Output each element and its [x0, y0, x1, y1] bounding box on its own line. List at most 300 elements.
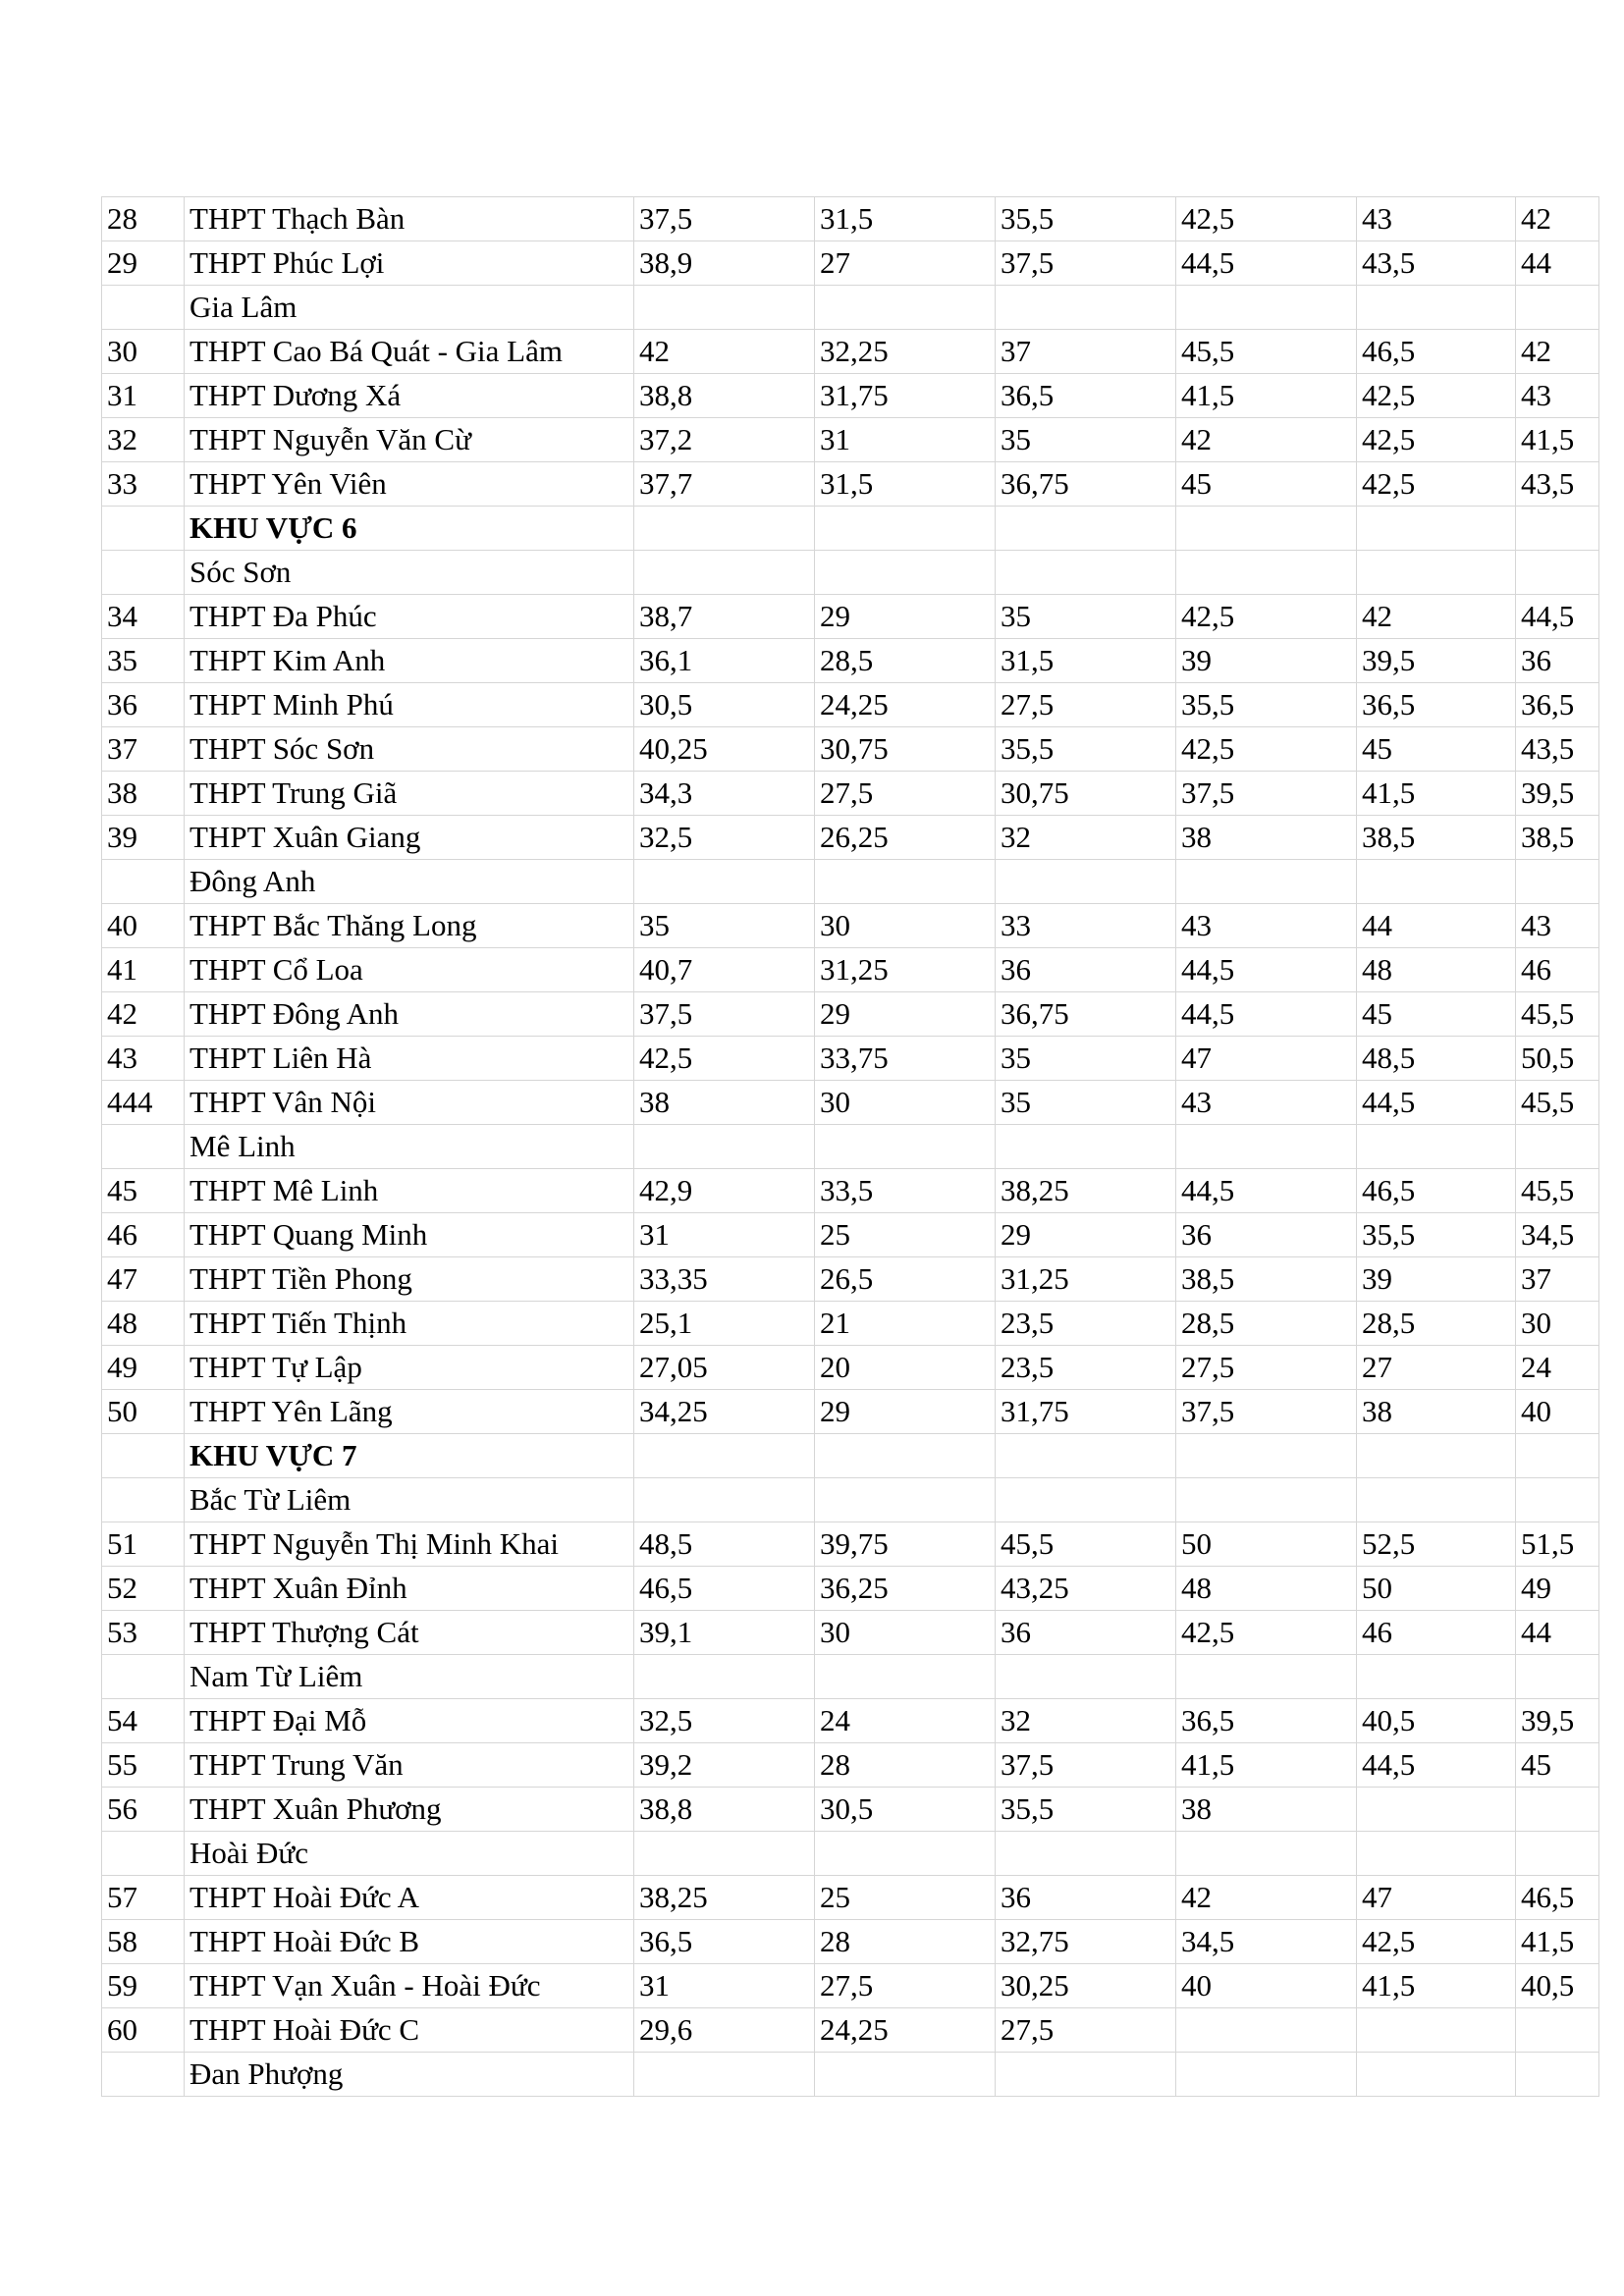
school-name-cell: THPT Hoài Đức A: [185, 1876, 634, 1920]
table-row: [102, 1876, 1599, 1920]
row-number-cell: 59: [102, 1964, 185, 2008]
score-cell-1: 30,5: [634, 683, 815, 727]
row-number-cell: 30: [102, 330, 185, 374]
score-cell-1: [634, 1655, 815, 1699]
row-number-cell: [102, 551, 185, 595]
score-cell-5: [1357, 2053, 1516, 2097]
school-name-cell: THPT Vạn Xuân - Hoài Đức: [185, 1964, 634, 2008]
table-row: [102, 1213, 1599, 1257]
score-cell-3: 35,5: [996, 1788, 1176, 1832]
score-cell-5: [1357, 286, 1516, 330]
score-cell-1: 34,25: [634, 1390, 815, 1434]
score-cell-4: 50: [1176, 1522, 1357, 1567]
score-cell-1: 36,5: [634, 1920, 815, 1964]
score-cell-1: 36,1: [634, 639, 815, 683]
score-cell-4: [1176, 2008, 1357, 2053]
score-cell-1: 38,8: [634, 374, 815, 418]
row-number-cell: [102, 286, 185, 330]
score-cell-5: [1357, 1788, 1516, 1832]
score-cell-1: [634, 507, 815, 551]
school-name-cell: THPT Cổ Loa: [185, 948, 634, 992]
table-row: [102, 2008, 1599, 2053]
score-cell-5: 44,5: [1357, 1081, 1516, 1125]
score-cell-5: 52,5: [1357, 1522, 1516, 1567]
score-cell-5: 41,5: [1357, 1964, 1516, 2008]
school-name-cell: THPT Thượng Cát: [185, 1611, 634, 1655]
score-cell-2: 33,5: [815, 1169, 996, 1213]
row-number-cell: 60: [102, 2008, 185, 2053]
score-cell-6: 45,5: [1516, 992, 1599, 1037]
score-cell-1: 31: [634, 1964, 815, 2008]
school-name-cell: THPT Vân Nội: [185, 1081, 634, 1125]
score-cell-6: [1516, 2008, 1599, 2053]
row-number-cell: 57: [102, 1876, 185, 1920]
score-cell-4: 37,5: [1176, 1390, 1357, 1434]
score-cell-1: 38,25: [634, 1876, 815, 1920]
table-row: [102, 595, 1599, 639]
table-row: [102, 1920, 1599, 1964]
score-cell-2: [815, 551, 996, 595]
score-cell-4: 42,5: [1176, 727, 1357, 772]
row-number-cell: 28: [102, 197, 185, 241]
row-number-cell: 32: [102, 418, 185, 462]
score-cell-3: 35,5: [996, 197, 1176, 241]
score-cell-2: 28: [815, 1743, 996, 1788]
score-cell-3: [996, 1125, 1176, 1169]
table-row: [102, 1522, 1599, 1567]
score-cell-2: [815, 1832, 996, 1876]
row-number-cell: 444: [102, 1081, 185, 1125]
score-cell-4: 38: [1176, 816, 1357, 860]
score-cell-5: 45: [1357, 727, 1516, 772]
school-name-cell: THPT Trung Văn: [185, 1743, 634, 1788]
score-cell-6: 40: [1516, 1390, 1599, 1434]
section-header-row: [102, 507, 1599, 551]
school-name-cell: THPT Trung Giã: [185, 772, 634, 816]
score-cell-4: 45: [1176, 462, 1357, 507]
row-number-cell: [102, 860, 185, 904]
row-number-cell: 54: [102, 1699, 185, 1743]
score-cell-3: 36,75: [996, 992, 1176, 1037]
row-number-cell: 33: [102, 462, 185, 507]
score-cell-5: [1357, 1125, 1516, 1169]
table-row: [102, 683, 1599, 727]
section-header-row: [102, 1434, 1599, 1478]
score-cell-5: [1357, 1434, 1516, 1478]
score-cell-2: 27: [815, 241, 996, 286]
score-cell-1: [634, 551, 815, 595]
score-cell-6: 46: [1516, 948, 1599, 992]
score-cell-3: [996, 507, 1176, 551]
score-table: [101, 196, 1599, 2097]
score-cell-1: 38,7: [634, 595, 815, 639]
school-name-cell: THPT Tiến Thịnh: [185, 1302, 634, 1346]
score-cell-1: 42,5: [634, 1037, 815, 1081]
row-number-cell: 37: [102, 727, 185, 772]
score-cell-1: 42,9: [634, 1169, 815, 1213]
table-row: [102, 1567, 1599, 1611]
score-cell-6: [1516, 1434, 1599, 1478]
score-cell-4: 44,5: [1176, 948, 1357, 992]
table-row: [102, 1081, 1599, 1125]
score-cell-6: 41,5: [1516, 1920, 1599, 1964]
school-name-cell: THPT Sóc Sơn: [185, 727, 634, 772]
score-cell-6: 39,5: [1516, 772, 1599, 816]
score-cell-6: 24: [1516, 1346, 1599, 1390]
row-number-cell: [102, 507, 185, 551]
score-cell-4: 42,5: [1176, 595, 1357, 639]
score-cell-2: 30,75: [815, 727, 996, 772]
score-cell-1: 37,5: [634, 197, 815, 241]
row-number-cell: 40: [102, 904, 185, 948]
score-cell-1: 34,3: [634, 772, 815, 816]
score-cell-1: 29,6: [634, 2008, 815, 2053]
school-name-cell: THPT Minh Phú: [185, 683, 634, 727]
score-cell-3: 23,5: [996, 1346, 1176, 1390]
table-row: [102, 1699, 1599, 1743]
score-cell-1: 37,7: [634, 462, 815, 507]
score-cell-5: [1357, 1655, 1516, 1699]
score-cell-1: 33,35: [634, 1257, 815, 1302]
row-number-cell: [102, 1832, 185, 1876]
score-cell-4: 36,5: [1176, 1699, 1357, 1743]
row-number-cell: 50: [102, 1390, 185, 1434]
table-row: [102, 197, 1599, 241]
score-cell-4: 44,5: [1176, 992, 1357, 1037]
score-cell-6: 43: [1516, 904, 1599, 948]
score-cell-2: 25: [815, 1213, 996, 1257]
score-cell-3: 31,5: [996, 639, 1176, 683]
score-cell-1: 32,5: [634, 816, 815, 860]
school-name-cell: THPT Đa Phúc: [185, 595, 634, 639]
score-cell-1: [634, 1478, 815, 1522]
row-number-cell: 35: [102, 639, 185, 683]
row-number-cell: 48: [102, 1302, 185, 1346]
score-cell-5: [1357, 1478, 1516, 1522]
score-cell-2: 30: [815, 904, 996, 948]
score-cell-3: 35: [996, 418, 1176, 462]
score-cell-5: 42,5: [1357, 462, 1516, 507]
school-name-cell: THPT Kim Anh: [185, 639, 634, 683]
score-cell-4: 36: [1176, 1213, 1357, 1257]
school-name-cell: THPT Đại Mỗ: [185, 1699, 634, 1743]
score-cell-5: 38: [1357, 1390, 1516, 1434]
table-row: [102, 1346, 1599, 1390]
table-row: [102, 1788, 1599, 1832]
table-row: [102, 418, 1599, 462]
score-cell-3: 23,5: [996, 1302, 1176, 1346]
school-name-cell: THPT Xuân Đỉnh: [185, 1567, 634, 1611]
school-name-cell: THPT Cao Bá Quát - Gia Lâm: [185, 330, 634, 374]
score-cell-5: 48: [1357, 948, 1516, 992]
score-cell-2: 27,5: [815, 772, 996, 816]
score-cell-6: 45,5: [1516, 1081, 1599, 1125]
school-name-cell: THPT Nguyễn Thị Minh Khai: [185, 1522, 634, 1567]
score-cell-4: 47: [1176, 1037, 1357, 1081]
table-row: [102, 1743, 1599, 1788]
score-cell-1: 40,25: [634, 727, 815, 772]
score-cell-2: 30: [815, 1081, 996, 1125]
row-number-cell: 41: [102, 948, 185, 992]
score-cell-2: 27,5: [815, 1964, 996, 2008]
score-cell-2: 31,5: [815, 197, 996, 241]
score-cell-5: 44,5: [1357, 1743, 1516, 1788]
score-cell-5: [1357, 860, 1516, 904]
score-cell-2: [815, 507, 996, 551]
score-cell-1: 40,7: [634, 948, 815, 992]
school-name-cell: THPT Tiền Phong: [185, 1257, 634, 1302]
score-cell-1: 39,1: [634, 1611, 815, 1655]
score-cell-5: 45: [1357, 992, 1516, 1037]
school-name-cell: THPT Đông Anh: [185, 992, 634, 1037]
score-cell-5: 43: [1357, 197, 1516, 241]
score-cell-6: 39,5: [1516, 1699, 1599, 1743]
score-cell-5: [1357, 551, 1516, 595]
school-name-cell: THPT Thạch Bàn: [185, 197, 634, 241]
score-cell-4: 44,5: [1176, 1169, 1357, 1213]
school-name-cell: THPT Phúc Lợi: [185, 241, 634, 286]
score-cell-1: 37,2: [634, 418, 815, 462]
score-cell-6: 37: [1516, 1257, 1599, 1302]
score-cell-2: 29: [815, 595, 996, 639]
score-cell-6: 51,5: [1516, 1522, 1599, 1567]
score-cell-3: 29: [996, 1213, 1176, 1257]
district-name-cell: Mê Linh: [185, 1125, 634, 1169]
score-cell-1: 37,5: [634, 992, 815, 1037]
score-cell-5: 39: [1357, 1257, 1516, 1302]
score-cell-1: 46,5: [634, 1567, 815, 1611]
district-header-row: [102, 2053, 1599, 2097]
score-cell-3: 37,5: [996, 1743, 1176, 1788]
district-header-row: [102, 286, 1599, 330]
school-name-cell: THPT Hoài Đức B: [185, 1920, 634, 1964]
score-cell-6: 30: [1516, 1302, 1599, 1346]
district-header-row: [102, 1125, 1599, 1169]
row-number-cell: 55: [102, 1743, 185, 1788]
score-cell-4: 27,5: [1176, 1346, 1357, 1390]
score-cell-1: [634, 1125, 815, 1169]
score-cell-3: 32: [996, 816, 1176, 860]
score-cell-2: 31,25: [815, 948, 996, 992]
score-cell-4: 40: [1176, 1964, 1357, 2008]
table-row: [102, 904, 1599, 948]
score-cell-4: 43: [1176, 904, 1357, 948]
row-number-cell: [102, 1125, 185, 1169]
score-cell-2: 33,75: [815, 1037, 996, 1081]
score-cell-1: 31: [634, 1213, 815, 1257]
score-cell-5: [1357, 2008, 1516, 2053]
score-cell-4: 38: [1176, 1788, 1357, 1832]
score-cell-4: 39: [1176, 639, 1357, 683]
table-row: [102, 816, 1599, 860]
table-row: [102, 772, 1599, 816]
score-cell-3: 31,25: [996, 1257, 1176, 1302]
score-cell-2: 39,75: [815, 1522, 996, 1567]
school-name-cell: THPT Xuân Phương: [185, 1788, 634, 1832]
district-header-row: [102, 551, 1599, 595]
school-name-cell: THPT Dương Xá: [185, 374, 634, 418]
score-cell-5: 43,5: [1357, 241, 1516, 286]
score-cell-3: 35,5: [996, 727, 1176, 772]
score-cell-6: 50,5: [1516, 1037, 1599, 1081]
table-row: [102, 1169, 1599, 1213]
score-cell-1: [634, 860, 815, 904]
score-cell-2: 32,25: [815, 330, 996, 374]
score-cell-4: [1176, 860, 1357, 904]
score-cell-3: 36: [996, 948, 1176, 992]
score-cell-5: 48,5: [1357, 1037, 1516, 1081]
row-number-cell: [102, 1478, 185, 1522]
score-cell-2: 36,25: [815, 1567, 996, 1611]
score-cell-6: [1516, 507, 1599, 551]
score-cell-4: [1176, 1434, 1357, 1478]
score-cell-1: 42: [634, 330, 815, 374]
district-name-cell: Hoài Đức: [185, 1832, 634, 1876]
score-cell-6: 43: [1516, 374, 1599, 418]
score-cell-5: [1357, 507, 1516, 551]
score-cell-2: [815, 1478, 996, 1522]
row-number-cell: 51: [102, 1522, 185, 1567]
score-cell-6: [1516, 1655, 1599, 1699]
district-name-cell: Đan Phượng: [185, 2053, 634, 2097]
score-cell-3: [996, 1434, 1176, 1478]
score-cell-2: 25: [815, 1876, 996, 1920]
score-cell-5: 46,5: [1357, 1169, 1516, 1213]
school-name-cell: THPT Mê Linh: [185, 1169, 634, 1213]
score-cell-3: 38,25: [996, 1169, 1176, 1213]
row-number-cell: 58: [102, 1920, 185, 1964]
school-name-cell: THPT Liên Hà: [185, 1037, 634, 1081]
row-number-cell: 38: [102, 772, 185, 816]
score-cell-6: [1516, 286, 1599, 330]
score-cell-5: 42,5: [1357, 418, 1516, 462]
score-cell-2: 21: [815, 1302, 996, 1346]
score-cell-2: [815, 286, 996, 330]
score-cell-4: 48: [1176, 1567, 1357, 1611]
score-cell-1: [634, 2053, 815, 2097]
row-number-cell: 53: [102, 1611, 185, 1655]
row-number-cell: 42: [102, 992, 185, 1037]
score-cell-6: 36: [1516, 639, 1599, 683]
school-name-cell: THPT Yên Lãng: [185, 1390, 634, 1434]
table-row: [102, 1964, 1599, 2008]
score-cell-6: [1516, 1125, 1599, 1169]
score-cell-4: [1176, 507, 1357, 551]
table-body: [102, 197, 1599, 2097]
score-cell-2: [815, 1434, 996, 1478]
school-name-cell: THPT Xuân Giang: [185, 816, 634, 860]
score-cell-2: 30: [815, 1611, 996, 1655]
score-cell-3: 37,5: [996, 241, 1176, 286]
score-cell-2: 26,25: [815, 816, 996, 860]
score-cell-6: 46,5: [1516, 1876, 1599, 1920]
section-title-cell: KHU VỰC 7: [185, 1434, 634, 1478]
score-cell-2: 30,5: [815, 1788, 996, 1832]
score-cell-1: 38: [634, 1081, 815, 1125]
score-cell-3: 32: [996, 1699, 1176, 1743]
score-cell-4: 28,5: [1176, 1302, 1357, 1346]
row-number-cell: 47: [102, 1257, 185, 1302]
row-number-cell: 52: [102, 1567, 185, 1611]
score-cell-5: 42: [1357, 595, 1516, 639]
score-cell-2: 29: [815, 992, 996, 1037]
score-cell-5: 50: [1357, 1567, 1516, 1611]
score-cell-4: 34,5: [1176, 1920, 1357, 1964]
score-cell-6: [1516, 551, 1599, 595]
score-cell-4: [1176, 551, 1357, 595]
score-cell-6: 43,5: [1516, 462, 1599, 507]
score-cell-6: 40,5: [1516, 1964, 1599, 2008]
score-cell-1: 38,9: [634, 241, 815, 286]
score-cell-3: 43,25: [996, 1567, 1176, 1611]
score-cell-2: 31,75: [815, 374, 996, 418]
score-cell-5: 28,5: [1357, 1302, 1516, 1346]
score-cell-4: 43: [1176, 1081, 1357, 1125]
score-cell-3: 45,5: [996, 1522, 1176, 1567]
score-cell-3: [996, 1832, 1176, 1876]
score-cell-4: [1176, 2053, 1357, 2097]
score-cell-1: 25,1: [634, 1302, 815, 1346]
row-number-cell: 49: [102, 1346, 185, 1390]
score-cell-5: 47: [1357, 1876, 1516, 1920]
score-cell-3: 27,5: [996, 683, 1176, 727]
score-cell-6: 44: [1516, 1611, 1599, 1655]
row-number-cell: 29: [102, 241, 185, 286]
score-cell-2: 26,5: [815, 1257, 996, 1302]
score-cell-1: 27,05: [634, 1346, 815, 1390]
score-cell-2: 24,25: [815, 683, 996, 727]
score-cell-4: [1176, 1478, 1357, 1522]
score-cell-2: 31: [815, 418, 996, 462]
score-cell-4: 37,5: [1176, 772, 1357, 816]
score-cell-3: 30,25: [996, 1964, 1176, 2008]
score-cell-6: 38,5: [1516, 816, 1599, 860]
score-cell-2: 20: [815, 1346, 996, 1390]
score-cell-2: 31,5: [815, 462, 996, 507]
score-cell-3: 36: [996, 1876, 1176, 1920]
row-number-cell: [102, 1655, 185, 1699]
score-cell-2: 24,25: [815, 2008, 996, 2053]
score-cell-2: [815, 860, 996, 904]
score-cell-1: [634, 1832, 815, 1876]
school-name-cell: THPT Tự Lập: [185, 1346, 634, 1390]
score-cell-3: 32,75: [996, 1920, 1176, 1964]
table-row: [102, 330, 1599, 374]
score-cell-5: 27: [1357, 1346, 1516, 1390]
score-cell-5: 46: [1357, 1611, 1516, 1655]
row-number-cell: 34: [102, 595, 185, 639]
row-number-cell: 31: [102, 374, 185, 418]
score-cell-1: 35: [634, 904, 815, 948]
score-cell-4: 42: [1176, 1876, 1357, 1920]
score-cell-5: 40,5: [1357, 1699, 1516, 1743]
table-row: [102, 1390, 1599, 1434]
score-cell-3: [996, 2053, 1176, 2097]
score-cell-4: [1176, 1655, 1357, 1699]
score-cell-4: 41,5: [1176, 374, 1357, 418]
score-cell-2: [815, 2053, 996, 2097]
score-cell-6: 49: [1516, 1567, 1599, 1611]
score-cell-5: 42,5: [1357, 1920, 1516, 1964]
score-cell-3: 31,75: [996, 1390, 1176, 1434]
score-cell-6: [1516, 1832, 1599, 1876]
score-cell-4: 42: [1176, 418, 1357, 462]
score-cell-3: 37: [996, 330, 1176, 374]
row-number-cell: 36: [102, 683, 185, 727]
table-row: [102, 241, 1599, 286]
score-cell-6: [1516, 860, 1599, 904]
score-cell-5: 42,5: [1357, 374, 1516, 418]
